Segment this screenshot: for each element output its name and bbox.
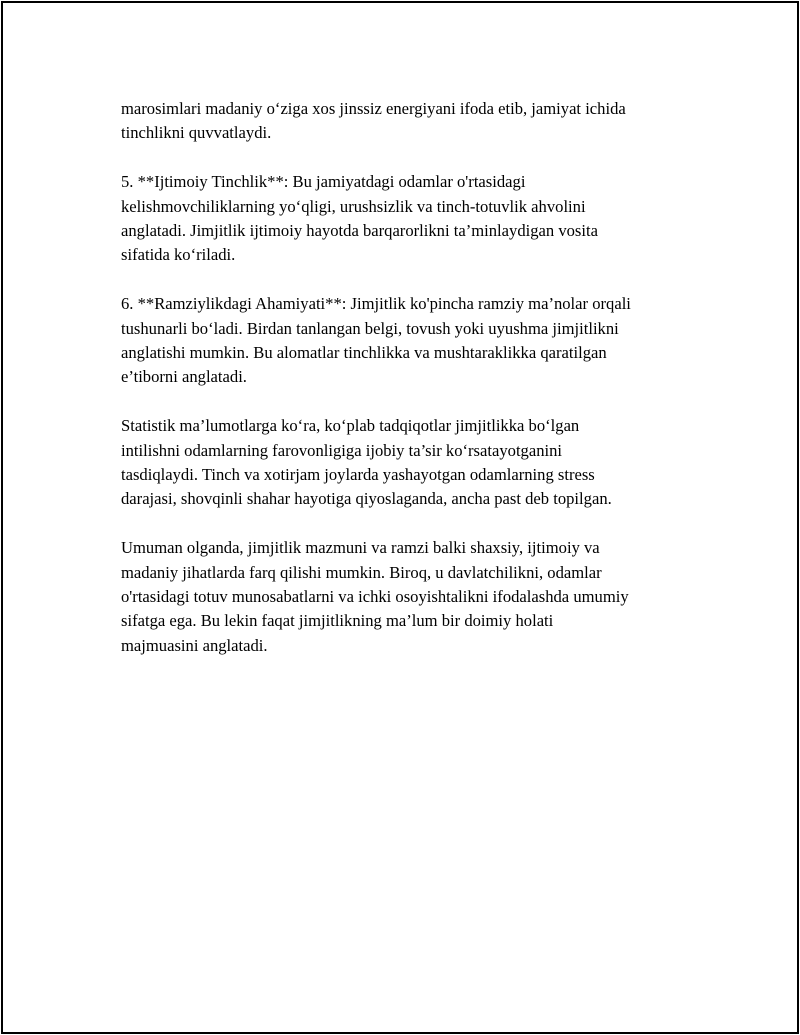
text-line: 5. **Ijtimoiy Tinchlik**: Bu jamiyatdagi odamlar o'rtasidagi	[121, 172, 526, 192]
text-line: madaniy jihatlarda farq qilishi mumkin. Biroq, u davlatchilikni, odamlar	[121, 562, 602, 582]
text-line: marosimlari madaniy o‘ziga xos jinssiz energiyani ifoda etib, jamiyat ichida	[121, 99, 626, 118]
text-line: sifatida ko‘riladi.	[121, 245, 236, 265]
text-line: tinchlikni quvvatlaydi.	[121, 123, 272, 143]
text-line: Umuman olganda, jimjitlik mazmuni va ramzi balki shaxsiy, ijtimoiy va	[121, 538, 600, 558]
text-line: e’tiborni anglatadi.	[121, 367, 247, 387]
text-line: Statistik ma’lumotlarga ko‘ra, ko‘plab tadqiqotlar jimjitlikka bo‘lgan	[121, 416, 580, 436]
text-line: kelishmovchiliklarning yo‘qligi, urushsizlik va tinch-totuvlik ahvolini	[121, 196, 586, 216]
paragraph-conclusion	[121, 536, 701, 658]
text-line: o'rtasidagi totuv munosabatlarni va ichki osoyishtalikni ifodalashda umumiy	[121, 587, 629, 607]
text-line: darajasi, shovqinli shahar hayotiga qiyoslaganda, ancha past deb topilgan.	[121, 489, 612, 509]
page-frame	[1, 1, 799, 1034]
text-line: tasdiqlaydi. Tinch va xotirjam joylarda yashayotgan odamlarning stress	[121, 465, 595, 485]
paragraph-statistics	[121, 414, 701, 512]
text-line: intilishni odamlarning farovonligiga ijobiy ta’sir ko‘rsatayotganini	[121, 440, 563, 460]
paragraph-symbolic-meaning	[121, 292, 701, 390]
paragraph-social-peace	[121, 170, 701, 268]
text-line: anglatadi. Jimjitlik ijtimoiy hayotda barqarorlikni ta’minlaydigan vosita	[121, 221, 598, 241]
text-line: sifatga ega. Bu lekin faqat jimjitlikning ma’lum bir doimiy holati	[121, 611, 554, 631]
paragraph-intro-continuation	[121, 97, 701, 146]
page-content	[121, 97, 701, 683]
text-line: majmuasini anglatadi.	[121, 635, 268, 655]
text-line: 6. **Ramziylikdagi Ahamiyati**: Jimjitlik ko'pincha ramziy ma’nolar orqali	[121, 294, 631, 314]
text-line: tushunarli bo‘ladi. Birdan tanlangan belgi, tovush yoki uyushma jimjitlikni	[121, 318, 619, 338]
text-line: anglatishi mumkin. Bu alomatlar tinchlikka va mushtaraklikka qaratilgan	[121, 343, 607, 363]
